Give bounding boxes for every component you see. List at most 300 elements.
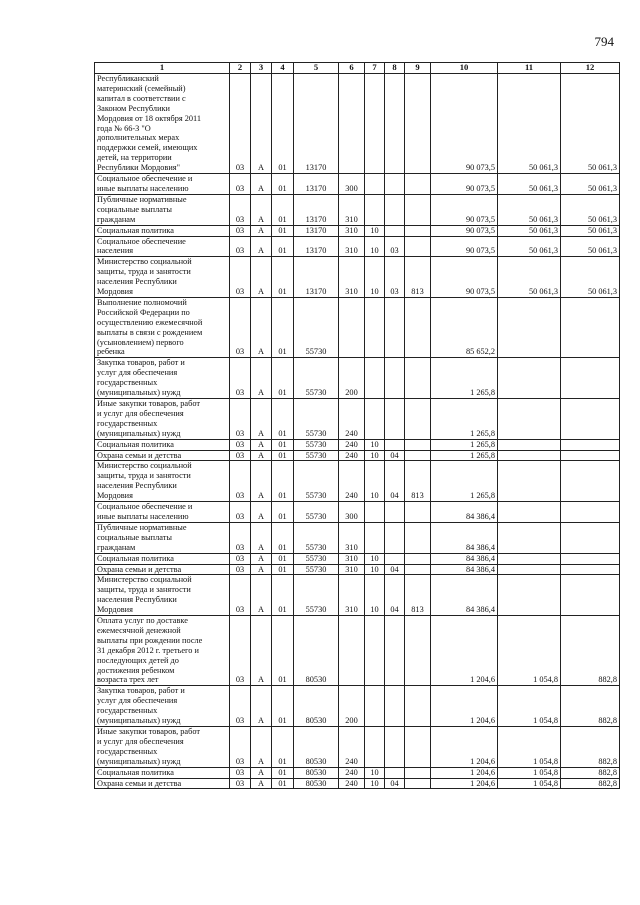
amount-cell xyxy=(561,450,620,461)
code-cell: 10 xyxy=(365,236,385,257)
code-cell: 03 xyxy=(230,439,251,450)
row-name-text: Охрана семьи и детства xyxy=(97,450,182,460)
code-cell: А xyxy=(251,74,272,174)
amount-cell xyxy=(561,502,620,523)
table-row xyxy=(95,194,620,225)
code-cell xyxy=(405,297,431,357)
table-row xyxy=(95,174,620,195)
code-cell xyxy=(339,74,365,174)
code-cell xyxy=(405,194,431,225)
code-cell: 55730 xyxy=(294,450,339,461)
row-name xyxy=(95,502,230,523)
code-cell: 03 xyxy=(230,257,251,298)
row-name-text: Публичные нормативные социальные выплаты гражданам xyxy=(97,522,187,552)
table-row xyxy=(95,358,620,399)
row-name-text: Министерство социальной защиты, труда и занятости населения Республики Мордовия xyxy=(97,257,192,297)
column-header: 5 xyxy=(294,63,339,74)
table-row xyxy=(95,74,620,174)
code-cell xyxy=(405,450,431,461)
code-cell: А xyxy=(251,461,272,502)
code-cell: 10 xyxy=(365,575,385,616)
code-cell xyxy=(365,502,385,523)
row-name xyxy=(95,616,230,686)
code-cell: 310 xyxy=(339,257,365,298)
amount-cell: 50 061,3 xyxy=(498,74,561,174)
code-cell xyxy=(405,686,431,727)
code-cell: А xyxy=(251,225,272,236)
code-cell: 813 xyxy=(405,575,431,616)
code-cell: 03 xyxy=(230,358,251,399)
code-cell: 03 xyxy=(230,297,251,357)
amount-cell: 50 061,3 xyxy=(498,236,561,257)
row-name xyxy=(95,257,230,298)
code-cell: 01 xyxy=(272,225,294,236)
row-name-text: Социальная политика xyxy=(97,225,174,235)
code-cell: 10 xyxy=(365,767,385,778)
code-cell: 240 xyxy=(339,778,365,789)
row-name xyxy=(95,461,230,502)
code-cell xyxy=(365,174,385,195)
amount-cell: 50 061,3 xyxy=(561,225,620,236)
amount-cell: 50 061,3 xyxy=(498,194,561,225)
code-cell: 240 xyxy=(339,439,365,450)
code-cell: А xyxy=(251,439,272,450)
code-cell xyxy=(405,236,431,257)
amount-cell: 90 073,5 xyxy=(431,194,498,225)
amount-cell xyxy=(498,461,561,502)
column-header: 9 xyxy=(405,63,431,74)
code-cell: 55730 xyxy=(294,522,339,553)
code-cell: А xyxy=(251,727,272,768)
code-cell xyxy=(385,399,405,440)
code-cell xyxy=(339,616,365,686)
row-name-text: Республиканский материнский (семейный) капитал в соответствии с Законом Республики Мордовия от 18 октября 2011 года № 66-З "О дополнительных мерах поддержки семей, имеющих детей, на территории Республики Мордовия" xyxy=(97,74,202,173)
amount-cell: 50 061,3 xyxy=(561,194,620,225)
budget-table xyxy=(94,62,620,789)
code-cell: 01 xyxy=(272,767,294,778)
row-name xyxy=(95,439,230,450)
code-cell: А xyxy=(251,522,272,553)
table-row xyxy=(95,461,620,502)
row-name-text: Оплата услуг по доставке ежемесячной денежной выплаты при рождении после 31 декабря 2012 г. третьего и последующих детей до достижения ребенком возраста трех лет xyxy=(97,616,203,685)
code-cell: А xyxy=(251,257,272,298)
code-cell: 13170 xyxy=(294,257,339,298)
code-cell: 80530 xyxy=(294,767,339,778)
table-row xyxy=(95,502,620,523)
table-row xyxy=(95,297,620,357)
table-body xyxy=(95,74,620,789)
amount-cell xyxy=(498,297,561,357)
table-row xyxy=(95,767,620,778)
code-cell: 55730 xyxy=(294,575,339,616)
row-name-text: Министерство социальной защиты, труда и занятости населения Республики Мордовия xyxy=(97,575,192,615)
amount-cell: 1 265,8 xyxy=(431,439,498,450)
code-cell: 01 xyxy=(272,461,294,502)
code-cell xyxy=(405,174,431,195)
amount-cell xyxy=(498,450,561,461)
code-cell: 03 xyxy=(230,74,251,174)
code-cell: 240 xyxy=(339,399,365,440)
code-cell xyxy=(405,767,431,778)
amount-cell: 882,8 xyxy=(561,727,620,768)
code-cell: 01 xyxy=(272,502,294,523)
code-cell: 03 xyxy=(230,686,251,727)
code-cell: 13170 xyxy=(294,236,339,257)
code-cell xyxy=(405,399,431,440)
code-cell: 03 xyxy=(230,450,251,461)
column-header: 10 xyxy=(431,63,498,74)
code-cell: 03 xyxy=(230,399,251,440)
code-cell: 13170 xyxy=(294,74,339,174)
amount-cell xyxy=(498,575,561,616)
row-name xyxy=(95,778,230,789)
amount-cell: 50 061,3 xyxy=(561,74,620,174)
amount-cell xyxy=(561,564,620,575)
code-cell: 01 xyxy=(272,399,294,440)
code-cell: 01 xyxy=(272,522,294,553)
code-cell: 03 xyxy=(230,727,251,768)
amount-cell xyxy=(498,564,561,575)
amount-cell: 50 061,3 xyxy=(498,225,561,236)
code-cell: 03 xyxy=(230,174,251,195)
amount-cell: 1 204,6 xyxy=(431,616,498,686)
row-name xyxy=(95,727,230,768)
amount-cell: 1 204,6 xyxy=(431,767,498,778)
code-cell: 03 xyxy=(230,575,251,616)
code-cell xyxy=(339,297,365,357)
code-cell: 10 xyxy=(365,257,385,298)
code-cell: 04 xyxy=(385,778,405,789)
code-cell: 01 xyxy=(272,727,294,768)
column-header: 3 xyxy=(251,63,272,74)
code-cell: 01 xyxy=(272,297,294,357)
code-cell: 55730 xyxy=(294,297,339,357)
code-cell: 13170 xyxy=(294,225,339,236)
code-cell: 10 xyxy=(365,461,385,502)
code-cell: 55730 xyxy=(294,553,339,564)
amount-cell xyxy=(498,502,561,523)
amount-cell: 90 073,5 xyxy=(431,74,498,174)
amount-cell xyxy=(561,522,620,553)
code-cell: 03 xyxy=(230,225,251,236)
code-cell: 80530 xyxy=(294,686,339,727)
code-cell: 310 xyxy=(339,225,365,236)
row-name-text: Иные закупки товаров, работ и услуг для обеспечения государственных (муниципальных) нужд xyxy=(97,727,201,766)
code-cell: 03 xyxy=(385,257,405,298)
amount-cell: 1 054,8 xyxy=(498,767,561,778)
amount-cell: 1 054,8 xyxy=(498,727,561,768)
amount-cell: 1 265,8 xyxy=(431,358,498,399)
code-cell xyxy=(385,439,405,450)
amount-cell: 50 061,3 xyxy=(561,174,620,195)
code-cell: А xyxy=(251,194,272,225)
page-number: 794 xyxy=(594,34,614,49)
code-cell xyxy=(365,297,385,357)
table-row xyxy=(95,686,620,727)
amount-cell xyxy=(498,439,561,450)
code-cell xyxy=(385,767,405,778)
row-name xyxy=(95,564,230,575)
code-cell: 01 xyxy=(272,553,294,564)
code-cell xyxy=(405,74,431,174)
code-cell xyxy=(385,616,405,686)
row-name-text: Социальное обеспечение и иные выплаты населению xyxy=(97,174,193,193)
code-cell: 01 xyxy=(272,194,294,225)
code-cell: 310 xyxy=(339,236,365,257)
table-row xyxy=(95,225,620,236)
column-header: 4 xyxy=(272,63,294,74)
code-cell: 310 xyxy=(339,564,365,575)
code-cell xyxy=(365,399,385,440)
code-cell: 80530 xyxy=(294,727,339,768)
row-name-text: Социальное обеспечение населения xyxy=(97,236,186,256)
amount-cell xyxy=(498,399,561,440)
column-header: 7 xyxy=(365,63,385,74)
amount-cell: 90 073,5 xyxy=(431,257,498,298)
code-cell: 01 xyxy=(272,564,294,575)
row-name-text: Иные закупки товаров, работ и услуг для обеспечения государственных (муниципальных) нужд xyxy=(97,399,201,438)
code-cell: 10 xyxy=(365,564,385,575)
code-cell: 03 xyxy=(230,236,251,257)
code-cell: А xyxy=(251,575,272,616)
row-name-text: Министерство социальной защиты, труда и занятости населения Республики Мордовия xyxy=(97,461,192,501)
code-cell: 240 xyxy=(339,461,365,502)
code-cell: 03 xyxy=(230,553,251,564)
code-cell xyxy=(385,297,405,357)
code-cell: 300 xyxy=(339,174,365,195)
code-cell: 240 xyxy=(339,767,365,778)
code-cell: А xyxy=(251,297,272,357)
row-name xyxy=(95,686,230,727)
code-cell xyxy=(365,358,385,399)
code-cell xyxy=(365,194,385,225)
code-cell: 04 xyxy=(385,564,405,575)
code-cell xyxy=(405,522,431,553)
code-cell xyxy=(405,225,431,236)
row-name xyxy=(95,174,230,195)
amount-cell: 1 054,8 xyxy=(498,686,561,727)
code-cell: А xyxy=(251,564,272,575)
amount-cell: 1 204,6 xyxy=(431,686,498,727)
code-cell: А xyxy=(251,399,272,440)
amount-cell: 84 386,4 xyxy=(431,575,498,616)
code-cell xyxy=(365,616,385,686)
code-cell: А xyxy=(251,358,272,399)
row-name xyxy=(95,236,230,257)
amount-cell: 85 652,2 xyxy=(431,297,498,357)
code-cell: 01 xyxy=(272,575,294,616)
amount-cell: 50 061,3 xyxy=(498,257,561,298)
code-cell: 03 xyxy=(230,778,251,789)
code-cell: 04 xyxy=(385,450,405,461)
code-cell: 01 xyxy=(272,778,294,789)
code-cell xyxy=(385,174,405,195)
code-cell: А xyxy=(251,616,272,686)
row-name-text: Социальная политика xyxy=(97,553,174,563)
code-cell: 03 xyxy=(230,502,251,523)
code-cell: 300 xyxy=(339,502,365,523)
code-cell: 01 xyxy=(272,686,294,727)
amount-cell: 50 061,3 xyxy=(561,236,620,257)
code-cell xyxy=(405,358,431,399)
row-name xyxy=(95,575,230,616)
code-cell xyxy=(365,522,385,553)
row-name xyxy=(95,399,230,440)
code-cell: 240 xyxy=(339,727,365,768)
amount-cell: 1 265,8 xyxy=(431,461,498,502)
row-name xyxy=(95,553,230,564)
table-row xyxy=(95,575,620,616)
code-cell: 03 xyxy=(385,236,405,257)
column-header: 6 xyxy=(339,63,365,74)
column-header: 12 xyxy=(561,63,620,74)
amount-cell: 50 061,3 xyxy=(498,174,561,195)
code-cell: А xyxy=(251,767,272,778)
code-cell: 240 xyxy=(339,450,365,461)
row-name xyxy=(95,297,230,357)
column-header: 8 xyxy=(385,63,405,74)
code-cell xyxy=(385,358,405,399)
row-name-text: Социальная политика xyxy=(97,767,174,777)
code-cell xyxy=(385,686,405,727)
code-cell: 310 xyxy=(339,194,365,225)
amount-cell: 90 073,5 xyxy=(431,225,498,236)
code-cell: 55730 xyxy=(294,399,339,440)
amount-cell xyxy=(561,575,620,616)
amount-cell xyxy=(561,461,620,502)
row-name-text: Охрана семьи и детства xyxy=(97,778,182,788)
code-cell: 01 xyxy=(272,450,294,461)
code-cell xyxy=(365,686,385,727)
code-cell xyxy=(365,74,385,174)
row-name xyxy=(95,450,230,461)
row-name-text: Социальное обеспечение и иные выплаты населению xyxy=(97,502,193,521)
code-cell: 10 xyxy=(365,439,385,450)
amount-cell: 882,8 xyxy=(561,686,620,727)
column-header: 1 xyxy=(95,63,230,74)
amount-cell: 84 386,4 xyxy=(431,553,498,564)
code-cell: 03 xyxy=(230,564,251,575)
code-cell: 01 xyxy=(272,616,294,686)
code-cell: 310 xyxy=(339,575,365,616)
amount-cell: 1 204,6 xyxy=(431,778,498,789)
code-cell: 03 xyxy=(230,767,251,778)
code-cell: 200 xyxy=(339,358,365,399)
amount-cell xyxy=(561,297,620,357)
code-cell xyxy=(405,727,431,768)
code-cell: А xyxy=(251,778,272,789)
code-cell: А xyxy=(251,174,272,195)
row-name-text: Публичные нормативные социальные выплаты гражданам xyxy=(97,194,187,224)
code-cell xyxy=(385,194,405,225)
code-cell: 55730 xyxy=(294,439,339,450)
amount-cell: 90 073,5 xyxy=(431,236,498,257)
row-name xyxy=(95,74,230,174)
header-row xyxy=(95,63,620,74)
code-cell xyxy=(405,502,431,523)
amount-cell xyxy=(561,399,620,440)
code-cell xyxy=(385,522,405,553)
amount-cell: 882,8 xyxy=(561,778,620,789)
code-cell: 01 xyxy=(272,74,294,174)
code-cell: 10 xyxy=(365,450,385,461)
table-row xyxy=(95,553,620,564)
code-cell: 310 xyxy=(339,522,365,553)
amount-cell xyxy=(561,439,620,450)
code-cell: 01 xyxy=(272,174,294,195)
table-row xyxy=(95,257,620,298)
row-name xyxy=(95,194,230,225)
row-name xyxy=(95,225,230,236)
column-header: 2 xyxy=(230,63,251,74)
amount-cell xyxy=(498,522,561,553)
code-cell xyxy=(405,616,431,686)
code-cell: 10 xyxy=(365,225,385,236)
code-cell: 01 xyxy=(272,236,294,257)
row-name-text: Выполнение полномочий Российской Федерации по осуществлению ежемесячной выплаты в связи с рождением (усыновлением) первого ребенка xyxy=(97,297,203,357)
amount-cell: 1 265,8 xyxy=(431,399,498,440)
code-cell: 813 xyxy=(405,461,431,502)
amount-cell: 882,8 xyxy=(561,616,620,686)
amount-cell: 50 061,3 xyxy=(561,257,620,298)
code-cell: А xyxy=(251,553,272,564)
amount-cell: 1 204,6 xyxy=(431,727,498,768)
code-cell xyxy=(405,778,431,789)
code-cell: 55730 xyxy=(294,502,339,523)
code-cell: 80530 xyxy=(294,778,339,789)
code-cell: 13170 xyxy=(294,194,339,225)
code-cell xyxy=(365,727,385,768)
amount-cell: 1 054,8 xyxy=(498,778,561,789)
code-cell xyxy=(385,553,405,564)
amount-cell: 1 054,8 xyxy=(498,616,561,686)
code-cell xyxy=(385,727,405,768)
row-name-text: Закупка товаров, работ и услуг для обеспечения государственных (муниципальных) нужд xyxy=(97,686,185,726)
code-cell: 310 xyxy=(339,553,365,564)
code-cell: 04 xyxy=(385,575,405,616)
table-row xyxy=(95,616,620,686)
amount-cell xyxy=(498,553,561,564)
row-name-text: Охрана семьи и детства xyxy=(97,564,182,574)
row-name xyxy=(95,767,230,778)
amount-cell: 84 386,4 xyxy=(431,502,498,523)
code-cell xyxy=(405,564,431,575)
code-cell: 10 xyxy=(365,553,385,564)
code-cell: 03 xyxy=(230,194,251,225)
row-name xyxy=(95,522,230,553)
code-cell: А xyxy=(251,502,272,523)
amount-cell xyxy=(561,358,620,399)
code-cell: А xyxy=(251,450,272,461)
code-cell: 13170 xyxy=(294,174,339,195)
code-cell: 10 xyxy=(365,778,385,789)
code-cell: 80530 xyxy=(294,616,339,686)
code-cell: 55730 xyxy=(294,358,339,399)
table-row xyxy=(95,564,620,575)
code-cell xyxy=(385,502,405,523)
code-cell: 01 xyxy=(272,439,294,450)
code-cell: 01 xyxy=(272,358,294,399)
row-name-text: Закупка товаров, работ и услуг для обеспечения государственных (муниципальных) нужд xyxy=(97,358,185,398)
code-cell: 03 xyxy=(230,616,251,686)
code-cell: 55730 xyxy=(294,461,339,502)
table-row xyxy=(95,450,620,461)
table-row xyxy=(95,778,620,789)
table-row xyxy=(95,236,620,257)
amount-cell xyxy=(561,553,620,564)
code-cell xyxy=(385,225,405,236)
amount-cell: 84 386,4 xyxy=(431,564,498,575)
